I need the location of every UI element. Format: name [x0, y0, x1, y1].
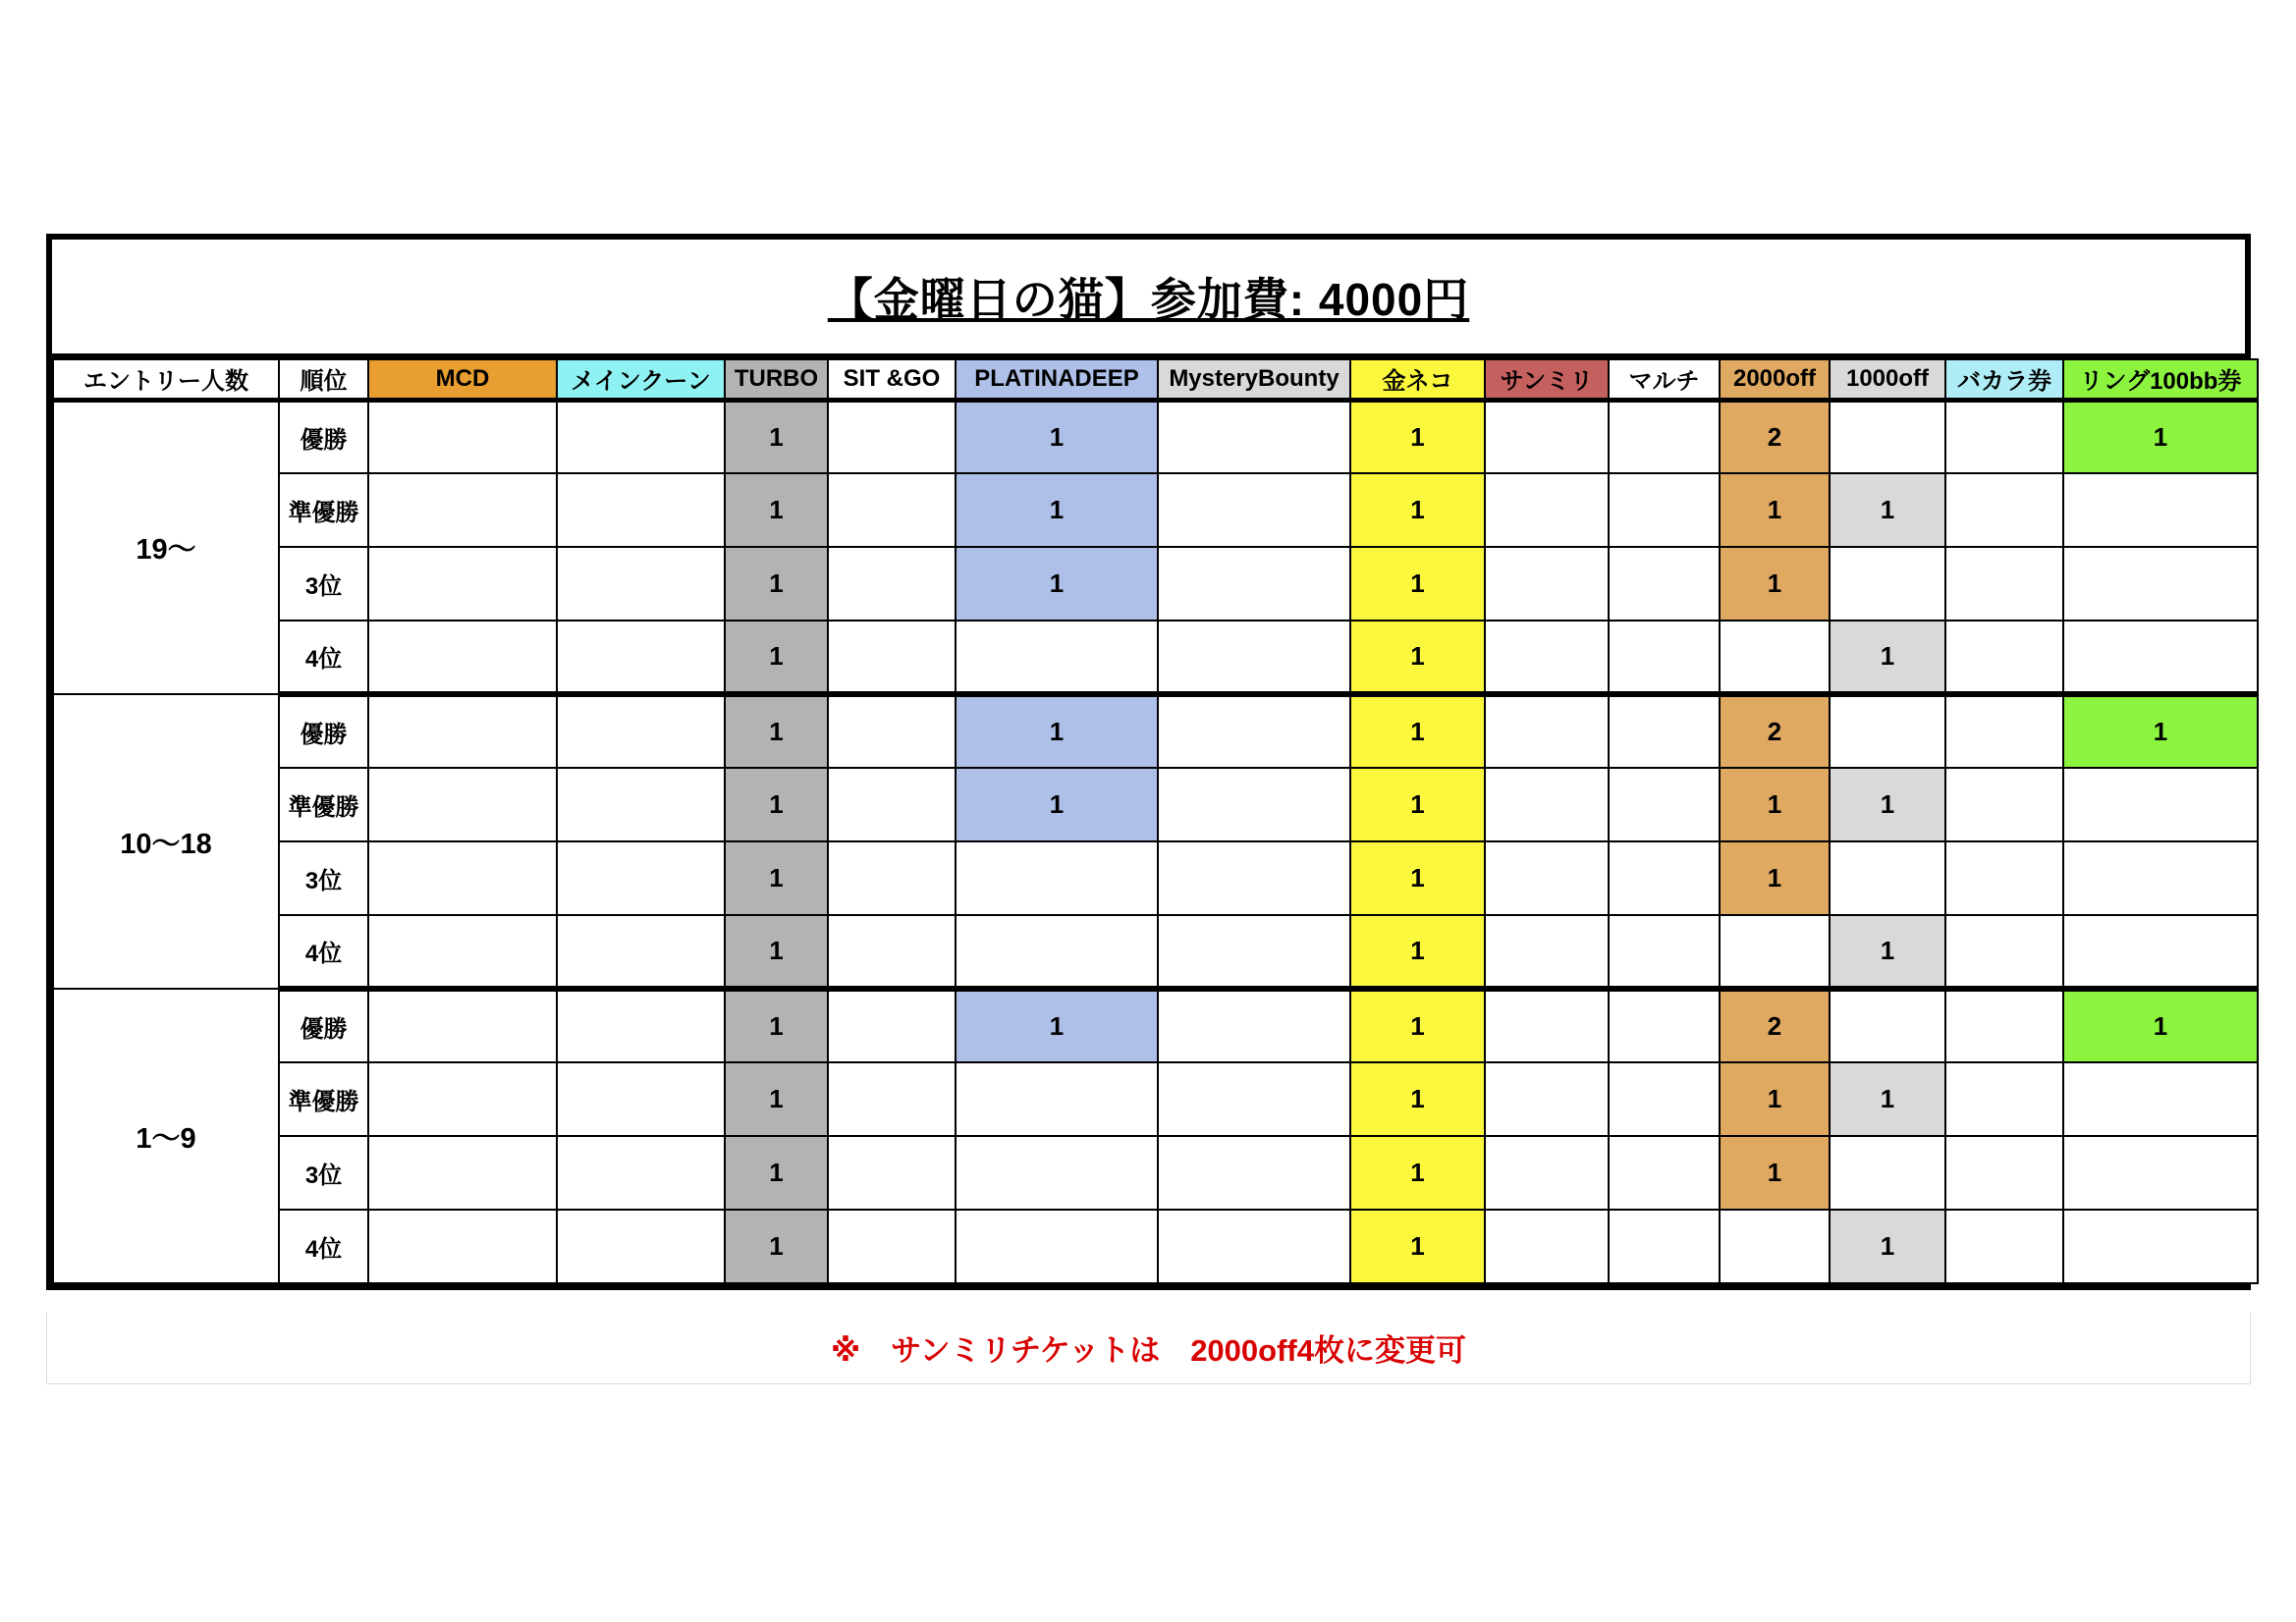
prize-cell	[1158, 621, 1350, 694]
prize-cell	[828, 768, 956, 841]
rank-cell: 準優勝	[279, 473, 368, 547]
column-header-MysteryBounty: MysteryBounty	[1158, 359, 1350, 400]
prize-cell	[1158, 694, 1350, 768]
prize-cell: 1	[1720, 1062, 1830, 1136]
prize-cell	[2063, 1062, 2258, 1136]
prize-cell	[1485, 1210, 1609, 1283]
prize-cell	[828, 473, 956, 547]
rank-cell: 優勝	[279, 989, 368, 1062]
prize-cell: 1	[1350, 473, 1485, 547]
prize-cell	[956, 621, 1158, 694]
prize-cell: 2	[1720, 694, 1830, 768]
prize-cell: 1	[725, 473, 828, 547]
prize-cell	[828, 1210, 956, 1283]
prize-cell	[557, 1136, 725, 1210]
prize-cell	[1945, 1210, 2063, 1283]
entry-count-cell: 1〜9	[53, 989, 279, 1283]
prize-cell	[828, 621, 956, 694]
prize-cell: 1	[1720, 1136, 1830, 1210]
prize-cell	[956, 841, 1158, 915]
prize-cell: 1	[1350, 841, 1485, 915]
column-header-金ネコ: 金ネコ	[1350, 359, 1485, 400]
table-row	[53, 768, 2258, 841]
prize-cell	[1485, 400, 1609, 473]
prize-cell	[1720, 915, 1830, 989]
prize-cell: 1	[1350, 621, 1485, 694]
prize-cell	[2063, 1210, 2258, 1283]
prize-cell	[1158, 473, 1350, 547]
prize-cell: 2	[1720, 989, 1830, 1062]
table-row	[53, 1136, 2258, 1210]
prize-cell	[2063, 768, 2258, 841]
prize-cell: 1	[2063, 694, 2258, 768]
prize-cell	[1945, 694, 2063, 768]
prize-cell: 2	[1720, 400, 1830, 473]
table-row	[53, 915, 2258, 989]
rank-cell: 4位	[279, 621, 368, 694]
prize-cell	[1945, 621, 2063, 694]
prize-cell: 1	[1350, 400, 1485, 473]
prize-cell	[1485, 1062, 1609, 1136]
column-header-PLATINADEEP: PLATINADEEP	[956, 359, 1158, 400]
rank-cell: 4位	[279, 915, 368, 989]
prize-cell	[1945, 400, 2063, 473]
rank-cell: 優勝	[279, 694, 368, 768]
prize-cell	[2063, 1136, 2258, 1210]
column-header-バカラ券: バカラ券	[1945, 359, 2063, 400]
prize-cell	[368, 1062, 557, 1136]
prize-cell	[1485, 989, 1609, 1062]
prize-cell	[1945, 989, 2063, 1062]
rank-cell: 準優勝	[279, 768, 368, 841]
prize-cell	[1609, 768, 1720, 841]
page-title: 【金曜日の猫】参加費: 4000円	[827, 274, 1470, 325]
prize-cell	[368, 1210, 557, 1283]
prize-cell: 1	[1350, 768, 1485, 841]
prize-cell: 1	[725, 1210, 828, 1283]
prize-cell	[557, 694, 725, 768]
prize-cell	[1609, 915, 1720, 989]
prize-cell	[1945, 1062, 2063, 1136]
column-header-TURBO: TURBO	[725, 359, 828, 400]
prize-cell: 1	[725, 841, 828, 915]
prize-cell	[368, 1136, 557, 1210]
prize-cell	[956, 1136, 1158, 1210]
prize-cell: 1	[956, 768, 1158, 841]
prize-cell	[1158, 1210, 1350, 1283]
prize-cell: 1	[1350, 989, 1485, 1062]
prize-cell	[557, 915, 725, 989]
prize-cell	[557, 1210, 725, 1283]
footnote-text: ※ サンミリチケットは 2000off4枚に変更可	[831, 1333, 1466, 1368]
prize-cell: 1	[1830, 621, 1945, 694]
prize-cell	[956, 915, 1158, 989]
prize-cell	[1830, 400, 1945, 473]
header-row	[53, 359, 2258, 400]
table-row	[53, 989, 2258, 1062]
prize-cell	[368, 841, 557, 915]
prize-cell	[1485, 694, 1609, 768]
prize-cell: 1	[2063, 989, 2258, 1062]
prize-cell: 1	[725, 621, 828, 694]
prize-cell	[1158, 768, 1350, 841]
rank-cell: 3位	[279, 547, 368, 621]
table-row	[53, 473, 2258, 547]
prize-cell	[557, 400, 725, 473]
prize-cell: 1	[1830, 768, 1945, 841]
prize-cell: 1	[1350, 1136, 1485, 1210]
column-header-SIT &GO: SIT &GO	[828, 359, 956, 400]
prize-cell	[368, 400, 557, 473]
prize-cell	[1945, 841, 2063, 915]
prize-cell	[2063, 473, 2258, 547]
prize-cell	[1609, 1210, 1720, 1283]
prize-cell	[1485, 1136, 1609, 1210]
prize-cell	[368, 694, 557, 768]
prize-cell	[557, 547, 725, 621]
table-row	[53, 621, 2258, 694]
prize-cell	[1945, 915, 2063, 989]
prize-cell	[1485, 841, 1609, 915]
prize-cell	[1485, 473, 1609, 547]
prize-cell	[557, 768, 725, 841]
column-header-リング100bb券: リング100bb券	[2063, 359, 2258, 400]
prize-cell	[1609, 1136, 1720, 1210]
column-header-2000off: 2000off	[1720, 359, 1830, 400]
prize-cell	[1720, 621, 1830, 694]
table-row	[53, 841, 2258, 915]
prize-cell	[1609, 989, 1720, 1062]
prize-cell	[1609, 400, 1720, 473]
prize-cell	[368, 621, 557, 694]
prize-cell: 1	[725, 400, 828, 473]
prize-cell	[1485, 915, 1609, 989]
prize-cell: 1	[956, 473, 1158, 547]
prize-cell	[2063, 915, 2258, 989]
prize-cell: 1	[1350, 1062, 1485, 1136]
rank-cell: 準優勝	[279, 1062, 368, 1136]
prize-cell	[1830, 1136, 1945, 1210]
prize-cell: 1	[1350, 915, 1485, 989]
prize-cell: 1	[1720, 768, 1830, 841]
prize-cell	[557, 989, 725, 1062]
prize-cell	[1158, 1062, 1350, 1136]
table-row	[53, 400, 2258, 473]
prize-cell	[1609, 473, 1720, 547]
table-row	[53, 1062, 2258, 1136]
prize-cell: 1	[725, 1136, 828, 1210]
prize-cell: 1	[2063, 400, 2258, 473]
prize-cell	[1158, 1136, 1350, 1210]
rank-cell: 3位	[279, 1136, 368, 1210]
column-header-マルチ: マルチ	[1609, 359, 1720, 400]
title-row	[52, 240, 2245, 358]
entry-count-cell: 10〜18	[53, 694, 279, 989]
rank-cell: 優勝	[279, 400, 368, 473]
prize-cell: 1	[956, 547, 1158, 621]
entry-count-cell: 19〜	[53, 400, 279, 694]
column-header-サンミリ: サンミリ	[1485, 359, 1609, 400]
footnote-row	[46, 1312, 2251, 1384]
prize-cell: 1	[725, 547, 828, 621]
prize-cell	[1609, 694, 1720, 768]
prize-cell	[956, 1062, 1158, 1136]
prize-cell	[1158, 915, 1350, 989]
prize-cell: 1	[1350, 547, 1485, 621]
prize-cell	[1830, 989, 1945, 1062]
prize-cell	[828, 400, 956, 473]
prize-cell	[1158, 841, 1350, 915]
prize-cell: 1	[1720, 473, 1830, 547]
prize-cell	[368, 473, 557, 547]
prize-cell	[2063, 547, 2258, 621]
table-row	[53, 694, 2258, 768]
column-header-rank: 順位	[279, 359, 368, 400]
prize-cell	[1945, 547, 2063, 621]
prize-cell	[1830, 841, 1945, 915]
prize-cell	[1609, 1062, 1720, 1136]
prize-cell: 1	[1350, 694, 1485, 768]
prize-cell	[1158, 989, 1350, 1062]
column-header-MCD: MCD	[368, 359, 557, 400]
prize-table-sheet	[46, 234, 2251, 1290]
prize-cell: 1	[1720, 841, 1830, 915]
prize-cell	[1945, 1136, 2063, 1210]
prize-cell: 1	[725, 915, 828, 989]
prize-cell	[1830, 547, 1945, 621]
prize-cell	[1720, 1210, 1830, 1283]
prize-cell	[828, 915, 956, 989]
prize-cell: 1	[956, 989, 1158, 1062]
prize-cell	[1158, 400, 1350, 473]
prize-cell	[1945, 768, 2063, 841]
prize-cell	[557, 841, 725, 915]
prize-cell	[1609, 547, 1720, 621]
prize-cell	[1945, 473, 2063, 547]
prize-cell	[557, 1062, 725, 1136]
prize-cell: 1	[1830, 915, 1945, 989]
prize-cell: 1	[1830, 473, 1945, 547]
prize-cell: 1	[725, 989, 828, 1062]
prize-cell	[1485, 621, 1609, 694]
prize-cell	[368, 768, 557, 841]
prize-cell: 1	[725, 694, 828, 768]
prize-cell	[1158, 547, 1350, 621]
prize-cell	[2063, 621, 2258, 694]
column-header-1000off: 1000off	[1830, 359, 1945, 400]
table-row	[53, 1210, 2258, 1283]
prize-cell: 1	[956, 400, 1158, 473]
prize-cell	[828, 1136, 956, 1210]
prize-cell	[1609, 841, 1720, 915]
prize-cell	[1485, 547, 1609, 621]
prize-cell	[368, 989, 557, 1062]
prize-cell: 1	[1830, 1062, 1945, 1136]
prize-cell	[1609, 621, 1720, 694]
prize-cell	[828, 694, 956, 768]
prize-cell	[828, 989, 956, 1062]
column-header-entries: エントリー人数	[53, 359, 279, 400]
prize-cell: 1	[1720, 547, 1830, 621]
prize-cell	[828, 547, 956, 621]
prize-cell	[1485, 768, 1609, 841]
prize-cell	[2063, 841, 2258, 915]
prize-cell: 1	[725, 1062, 828, 1136]
prize-cell	[368, 547, 557, 621]
rank-cell: 3位	[279, 841, 368, 915]
table-row	[53, 547, 2258, 621]
prize-cell	[557, 473, 725, 547]
prize-cell	[557, 621, 725, 694]
prize-cell	[828, 841, 956, 915]
prize-cell	[1830, 694, 1945, 768]
prize-cell: 1	[1350, 1210, 1485, 1283]
column-header-メインクーン: メインクーン	[557, 359, 725, 400]
prize-cell	[368, 915, 557, 989]
prize-cell: 1	[1830, 1210, 1945, 1283]
prize-cell	[828, 1062, 956, 1136]
prize-cell: 1	[725, 768, 828, 841]
prize-cell: 1	[956, 694, 1158, 768]
prize-cell	[956, 1210, 1158, 1283]
prize-table	[52, 358, 2259, 1284]
rank-cell: 4位	[279, 1210, 368, 1283]
